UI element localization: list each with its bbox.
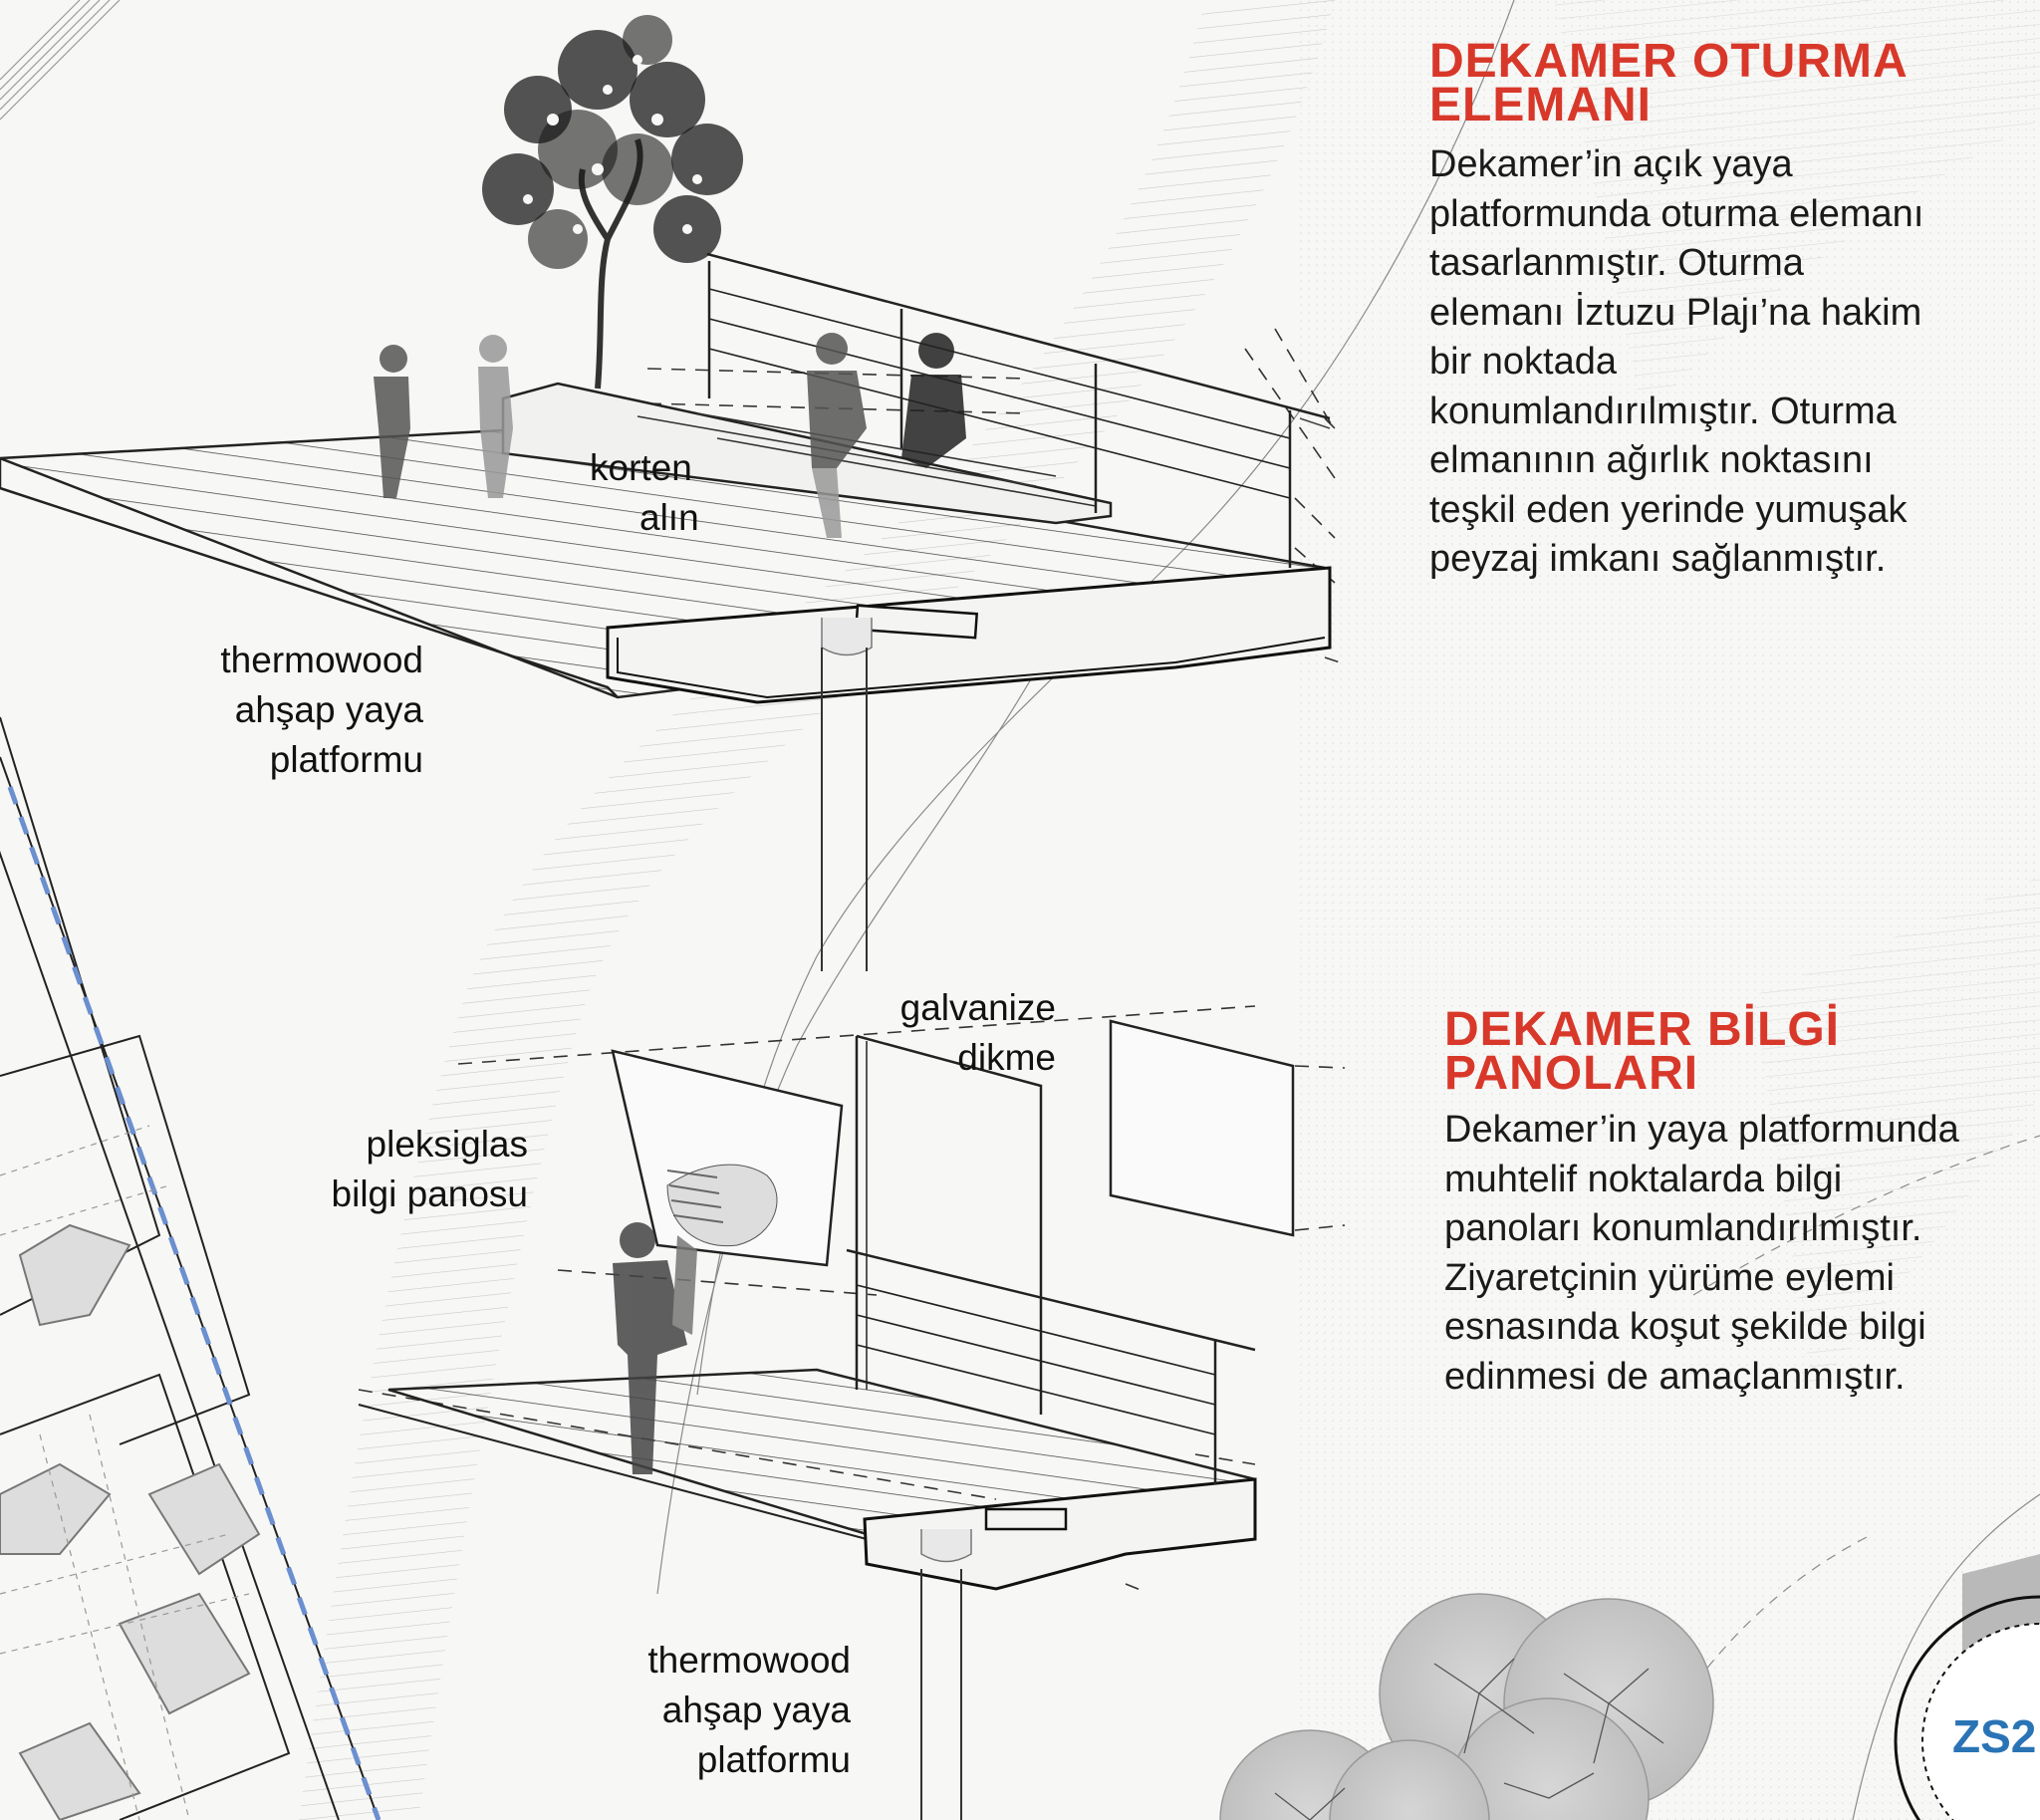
label-line: korten (590, 447, 692, 488)
site-plan-fragment (0, 717, 379, 1820)
body-line: Dekamer’in açık yaya (1429, 143, 1793, 185)
body-line: esnasında koşut şekilde bilgi (1444, 1306, 1926, 1348)
zs2-badge: ZS2 (1952, 1710, 2037, 1762)
label-line: thermowood (220, 640, 423, 680)
corner-strokes (0, 0, 120, 120)
label-thermowood-bottom (647, 1636, 851, 1785)
body-line: Ziyaretçinin yürüme eylemi (1444, 1256, 1895, 1299)
label-korten-alin (590, 443, 699, 543)
body-line: elemanı İztuzu Plajı’na hakim (1429, 291, 1922, 334)
label-line: ahşap yaya (234, 689, 423, 730)
section-heading-oturma (1429, 35, 1909, 131)
heading-line: PANOLARI (1444, 1047, 1699, 1100)
label-line: galvanize (899, 987, 1056, 1028)
body-line: bir noktada (1429, 341, 1618, 383)
body-line: edinmesi de amaçlanmıştır. (1444, 1355, 1906, 1398)
heading-line: ELEMANI (1429, 79, 1652, 131)
body-line: elmanının ağırlık noktasını (1429, 439, 1874, 481)
tree (473, 15, 743, 389)
label-line: pleksiglas (366, 1124, 528, 1165)
label-line: thermowood (647, 1640, 851, 1681)
body-line: panoları konumlandırılmıştır. (1444, 1207, 1922, 1249)
label-line: alın (639, 497, 699, 538)
body-line: teşkil eden yerinde yumuşak (1429, 488, 1908, 531)
tree-canopies (1220, 1594, 1713, 1820)
label-line: platformu (269, 739, 423, 780)
heading-line: DEKAMER BİLGİ (1444, 1003, 1840, 1056)
body-line: tasarlanmıştır. Oturma (1429, 242, 1804, 284)
body-line: Dekamer’in yaya platformunda (1444, 1109, 1959, 1151)
section-body-oturma (1429, 140, 1923, 585)
section-body-bilgi (1444, 1106, 1959, 1402)
label-line: ahşap yaya (661, 1690, 851, 1730)
heading-line: DEKAMER OTURMA (1429, 35, 1909, 88)
label-line: platformu (696, 1739, 851, 1780)
label-line: dikme (957, 1037, 1056, 1078)
body-line: muhtelif noktalarda bilgi (1444, 1158, 1843, 1200)
label-galvanize-dikme (900, 983, 1056, 1083)
label-pleksiglas (332, 1120, 528, 1219)
body-line: peyzaj imkanı sağlanmıştır. (1429, 538, 1887, 580)
label-line: bilgi panosu (331, 1173, 528, 1214)
body-line: konumlandırılmıştır. Oturma (1429, 390, 1897, 432)
label-thermowood-top (220, 636, 423, 785)
body-line: platformunda oturma elemanı (1429, 192, 1924, 235)
section-heading-bilgi (1444, 1003, 1840, 1100)
